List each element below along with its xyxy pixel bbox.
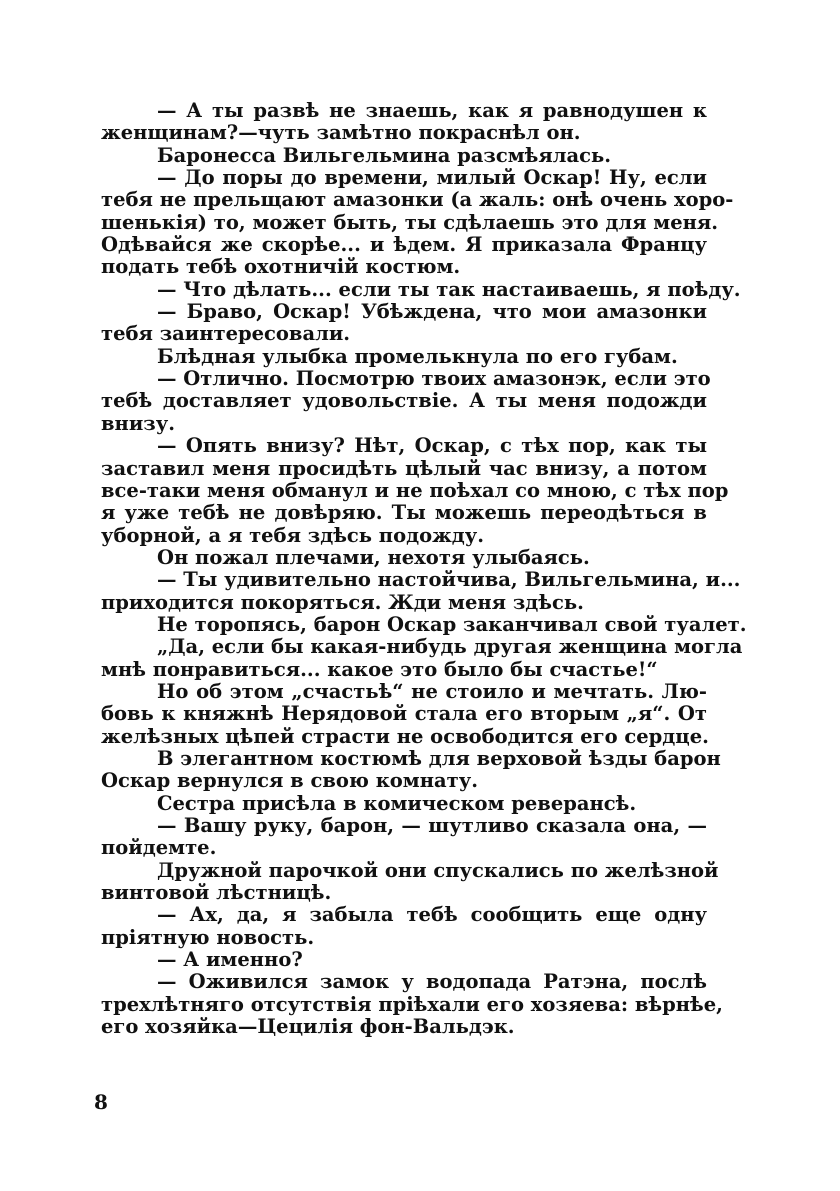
text-line: Сестра присѣла в комическом реверансѣ.	[157, 791, 637, 815]
text-line: трехлѣтняго отсутствія пріѣхали его хозяева: вѣрнѣе,	[101, 992, 723, 1016]
text-line: Блѣдная улыбка промелькнула по его губам.	[157, 344, 678, 368]
text-line: я уже тебѣ не довѣряю. Ты можешь переодѣться в	[101, 501, 707, 525]
text-line: подать тебѣ охотничій костюм.	[101, 255, 461, 279]
text-line: винтовой лѣстницѣ.	[101, 881, 332, 905]
text-line: Оскар вернулся в свою комнату.	[101, 769, 479, 793]
text-line: — Вашу руку, барон, — шутливо сказала она, —	[157, 814, 707, 837]
text-line: женщинам?—чуть замѣтно покраснѣл он.	[101, 121, 581, 145]
text-line: Дружной парочкой они спускались по желѣзной	[157, 858, 719, 882]
text-line: Он пожал плечами, нехотя улыбаясь.	[157, 545, 590, 569]
text-line: заставил меня просидѣть цѣлый час внизу, а потом	[101, 456, 707, 480]
text-line: В элегантном костюмѣ для верховой ѣзды барон	[157, 746, 721, 770]
text-line: внизу.	[101, 411, 176, 435]
text-line: „Да, если бы какая-нибудь другая женщина могла	[157, 635, 743, 659]
text-line: его хозяйка—Цецилія фон-Вальдэк.	[101, 1015, 515, 1039]
text-line: Одѣвайся же скорѣе... и ѣдем. Я приказала Францу	[101, 233, 707, 257]
text-line: — А ты развѣ не знаешь, как я равнодушен к	[157, 99, 707, 122]
text-line: — Оживился замок у водопада Ратэна, послѣ	[157, 970, 707, 994]
text-line: — А именно?	[157, 948, 303, 972]
text-line: пріятную новость.	[101, 925, 315, 949]
text-line: — До поры до времени, милый Оскар! Ну, если	[157, 166, 707, 190]
text-line: тебѣ доставляет удовольствіе. А ты меня подожди	[101, 389, 707, 413]
text-line: Не торопясь, барон Оскар заканчивал свой туалет.	[157, 612, 747, 636]
text-line: все-таки меня обманул и не поѣхал со мною, с тѣх пор	[101, 478, 729, 502]
text-line: шенькія) то, может быть, ты сдѣлаешь это для меня.	[101, 210, 719, 234]
text-line: тебя заинтересовали.	[101, 322, 351, 346]
text-line: — Отлично. Посмотрю твоих амазонэк, если это	[157, 367, 711, 391]
text-line: — Что дѣлать... если ты так настаиваешь, я поѣду.	[157, 277, 741, 301]
text-line: пойдемте.	[101, 836, 217, 860]
text-line: желѣзных цѣпей страсти не освободится его сердце.	[101, 724, 709, 748]
text-line: тебя не прельщают амазонки (а жаль: онѣ очень хоро-	[101, 188, 734, 212]
text-line: Но об этом „счастьѣ“ не стоило и мечтать. Лю-	[157, 679, 707, 703]
page-number: 8	[94, 1090, 108, 1114]
text-line: мнѣ понравиться... какое это было бы счастье!“	[101, 657, 658, 681]
text-line: — Браво, Оскар! Убѣждена, что мои амазонки	[157, 300, 707, 324]
text-line: бовь к княжнѣ Нерядовой стала его вторым „я“. От	[101, 702, 707, 726]
text-line: — Ах, да, я забыла тебѣ сообщить еще одну	[157, 903, 707, 927]
text-line: уборной, а я тебя здѣсь подожду.	[101, 523, 485, 547]
body-text	[101, 99, 747, 1039]
text-line: — Опять внизу? Нѣт, Оскар, с тѣх пор, как ты	[157, 434, 707, 458]
text-line: Баронесса Вильгельмина разсмѣялась.	[157, 143, 612, 167]
text-line: — Ты удивительно настойчива, Вильгельмина, и...	[157, 568, 741, 592]
text-line: приходится покоряться. Жди меня здѣсь.	[101, 590, 584, 614]
